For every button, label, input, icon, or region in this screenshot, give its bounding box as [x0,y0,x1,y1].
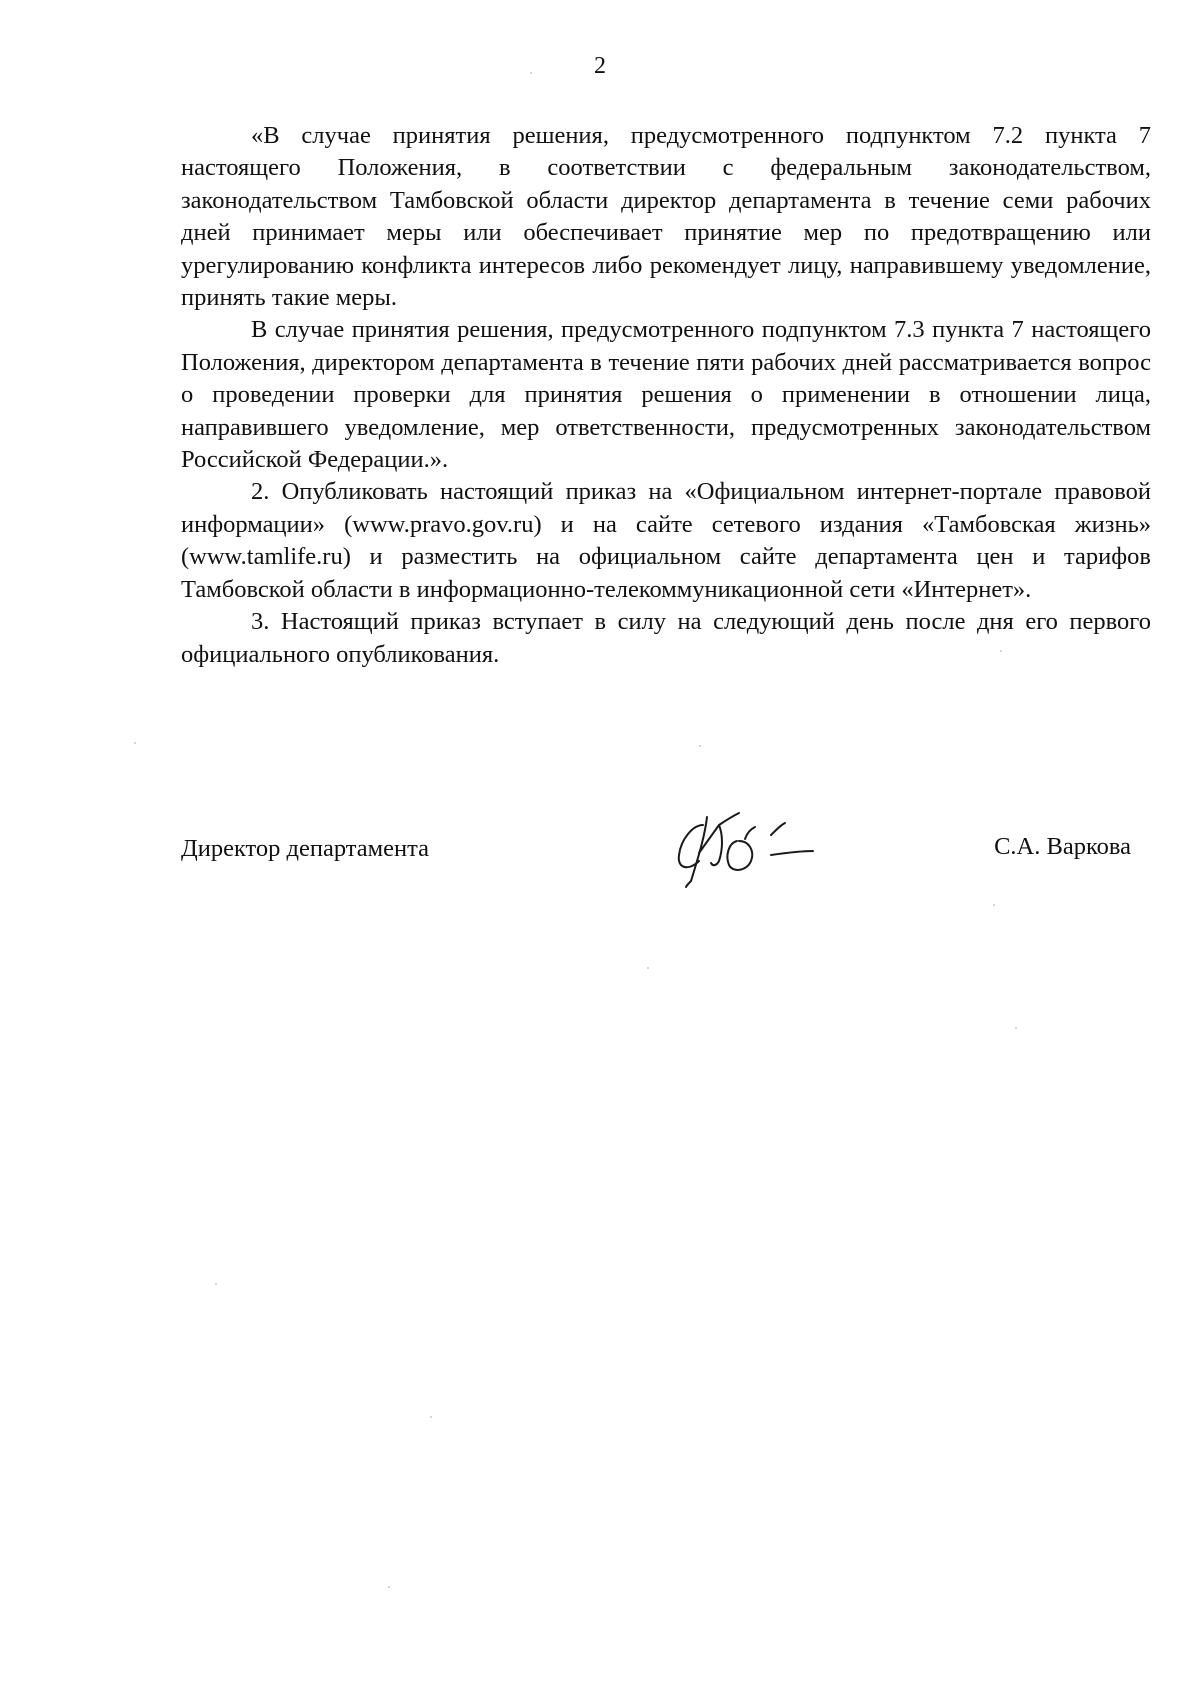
page-number: 2 [594,53,606,79]
handwritten-signature [659,795,819,895]
scan-speck [430,1416,432,1418]
scan-speck [215,1283,217,1285]
paragraph-effective-date: 3. Настоящий приказ вступает в силу на следующий день после дня его первого официального опубликования. [181,608,1151,668]
document-body [181,120,1151,671]
scan-speck [530,72,532,74]
scan-speck [1015,1027,1017,1029]
signer-name: С.А. Варкова [994,833,1131,860]
scan-speck [699,745,701,747]
signature-block [181,795,1151,895]
scan-speck [134,742,136,744]
scan-speck [1000,650,1002,652]
paragraph-amendment-7-2: «В случае принятия решения, предусмотренного подпунктом 7.2 пункта 7 настоящего Положения, в соответствии с федеральным законодательством, законодательством Тамбовской области директор департамента в течение семи рабочих дней принимает меры или обеспечивает принятие мер по предотвращению или урегулированию конфликта интересов либо рекомендует лицу, направившему уведомление, принять такие меры. [181,122,1151,312]
paragraph-amendment-7-3: В случае принятия решения, предусмотренного подпунктом 7.3 пункта 7 настоящего Положения, директором департамента в течение пяти рабочих дней рассматривается вопрос о проведении проверки для принятия решения о применении в отношении лица, направившего уведомление, мер ответственности, предусмотренных законодательством Российской Федерации.». [181,316,1151,474]
scan-speck [388,1586,390,1588]
scan-speck [647,967,649,969]
signer-position-title: Директор департамента [181,835,430,862]
paragraph-publication-order: 2. Опубликовать настоящий приказ на «Официальном интернет-портале правовой информации» (www.pravo.gov.ru) и на сайте сетевого издания «Тамбовская жизнь» (www.tamlife.ru) и разместить на официальном сайте департамента цен и тарифов Тамбовской области в информационно-телекоммуникационной сети «Интернет». [181,478,1151,603]
scan-speck [993,904,995,906]
